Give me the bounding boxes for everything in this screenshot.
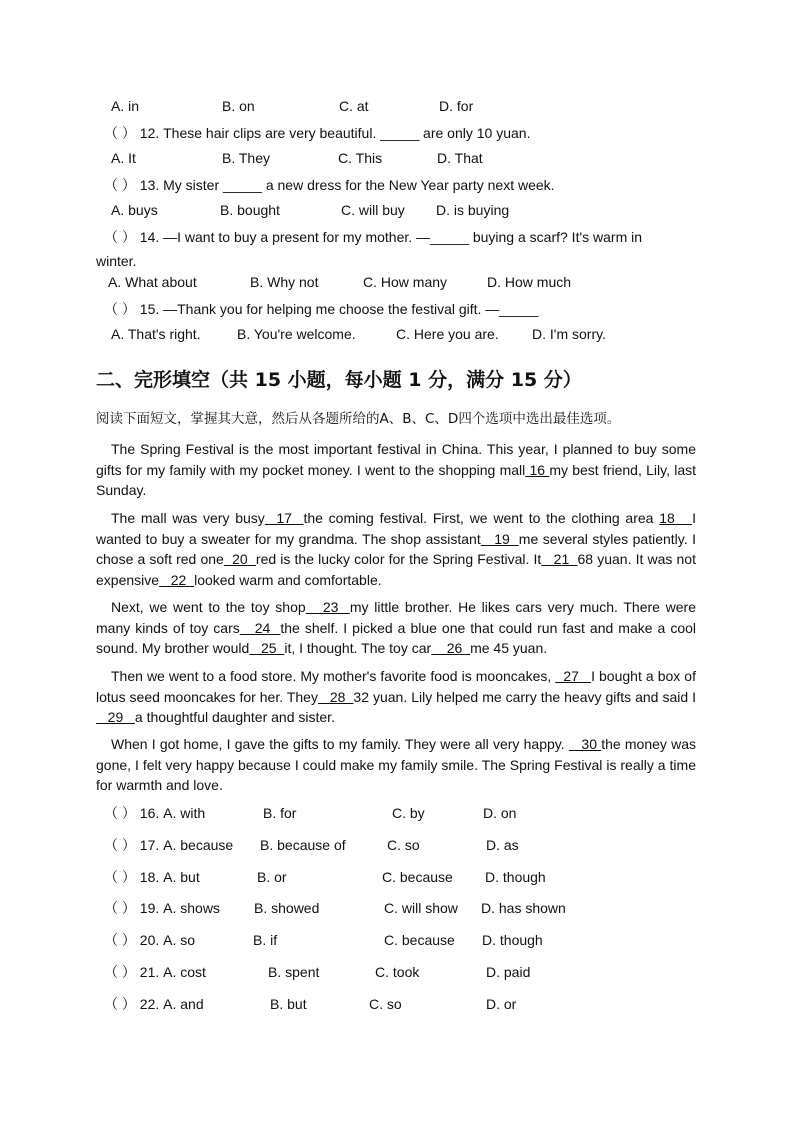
answer-bracket: （ ） xyxy=(104,229,136,245)
q16-row: （ ） 16. A. with xyxy=(104,805,206,821)
q13-option-b: B. bought xyxy=(220,202,280,218)
q16-option-d: D. on xyxy=(483,805,517,821)
blank-23: 23 xyxy=(305,599,350,615)
q15-text: 15. —Thank you for helping me choose the festival gift. —_____ xyxy=(139,301,539,317)
q14-question xyxy=(104,228,642,246)
passage-paragraph-2: The mall was very busy 17 the coming festival. First, we went to the clothing area 18 I wanted to buy a sweater for my grandma. The shop assistant 19 me several styles patiently. I chose a soft red one 20 red is the lucky color for the Spring Festival. It 21 68 yuan. It was not expensive 22 looked warm and comfortable. xyxy=(96,510,696,588)
q15-question xyxy=(104,300,538,318)
q18-option-b: B. or xyxy=(257,869,287,885)
q12-text: 12. These hair clips are very beautiful. _____ are only 10 yuan. xyxy=(139,125,531,141)
q22-number-option-a: 22. A. and xyxy=(139,996,204,1012)
blank-25: 25 xyxy=(249,640,285,656)
answer-bracket: （ ） xyxy=(104,301,136,317)
q17-option-b: B. because of xyxy=(260,837,346,853)
q14-option-d: D. How much xyxy=(487,274,572,290)
passage-paragraph-1: The Spring Festival is the most important festival in China. This year, I planned to buy some gifts for my family with my pocket money. I went to the shopping mall 16 my best friend, Lily, last Sunday. xyxy=(96,441,696,498)
q13-text: 13. My sister _____ a new dress for the New Year party next week. xyxy=(139,177,555,193)
answer-bracket: （ ） xyxy=(104,177,136,193)
q19-row: （ ） 19. A. shows xyxy=(104,900,220,916)
q12-question xyxy=(104,124,530,142)
q11-option-c: C. at xyxy=(339,98,369,114)
q18-row: （ ） 18. A. but xyxy=(104,869,200,885)
q13-option-d: D. is buying xyxy=(436,202,510,218)
q21-option-c: C. took xyxy=(375,964,420,980)
blank-16: 16 xyxy=(525,461,550,478)
q14-option-c: C. How many xyxy=(363,274,448,290)
q18-option-c: C. because xyxy=(382,869,453,885)
q22-option-d: D. or xyxy=(486,996,517,1012)
q14-option-b: B. Why not xyxy=(250,274,319,290)
q15-option-c: C. Here you are. xyxy=(396,326,499,342)
q21-number-option-a: 21. A. cost xyxy=(139,964,206,980)
q16-option-c: C. by xyxy=(392,805,425,821)
blank-28: 28 xyxy=(317,688,354,705)
q18-number-option-a: 18. A. but xyxy=(139,869,200,885)
passage-paragraph-4: Then we went to a food store. My mother's favorite food is mooncakes, 27 I bought a box of lotus seed mooncakes for her. They 28 32 yuan. Lily helped me carry the heavy gifts and said I 29 a thoughtful daughter and sister. xyxy=(96,668,696,725)
q17-option-c: C. so xyxy=(387,837,420,853)
q19-number-option-a: 19. A. shows xyxy=(139,900,220,916)
section-instructions: 阅读下面短文，掌握其大意，然后从各题所给的A、B、C、D四个选项中选出最佳选项。 xyxy=(96,411,621,427)
q20-row: （ ） 20. A. so xyxy=(104,932,196,948)
q15-option-b: B. You're welcome. xyxy=(237,326,356,342)
q15-option-d: D. I'm sorry. xyxy=(532,326,606,342)
q13-option-c: C. will buy xyxy=(341,202,405,218)
blank-24: 24 xyxy=(239,619,281,636)
q20-option-d: D. though xyxy=(482,932,543,948)
q13-option-a: A. buys xyxy=(111,202,158,218)
q12-option-d: D. That xyxy=(437,150,483,166)
q19-option-b: B. showed xyxy=(254,900,320,916)
q14-text: 14. —I want to buy a present for my mother. —_____ buying a scarf? It's warm in xyxy=(139,229,643,245)
q12-option-b: B. They xyxy=(222,150,270,166)
q21-option-b: B. spent xyxy=(268,964,320,980)
blank-18: 18 xyxy=(659,510,693,526)
q11-option-b: B. on xyxy=(222,98,255,114)
blank-17: 17 xyxy=(264,510,304,526)
q20-option-c: C. because xyxy=(384,932,455,948)
q17-number-option-a: 17. A. because xyxy=(139,837,234,853)
q20-option-b: B. if xyxy=(253,932,278,948)
q21-option-d: D. paid xyxy=(486,964,531,980)
q17-row: （ ） 17. A. because xyxy=(104,837,234,853)
q14-text-continued: winter. xyxy=(96,253,137,269)
q19-option-c: C. will show xyxy=(384,900,458,916)
q18-option-d: D. though xyxy=(485,869,546,885)
passage-paragraph-5: When I got home, I gave the gifts to my family. They were all very happy. 30 the money was gone, I felt very happy because I could make my family smile. The Spring Festival is really a time for warmth and love. xyxy=(96,736,696,793)
q11-option-d: D. for xyxy=(439,98,474,114)
q20-number-option-a: 20. A. so xyxy=(139,932,196,948)
q19-option-d: D. has shown xyxy=(481,900,566,916)
passage-paragraph-3: Next, we went to the toy shop 23 my little brother. He likes cars very much. There were many kinds of toy cars 24 the shelf. I picked a blue one that could run fast and make a cool sound. My brother would 25 it, I thought. The toy car 26 me 45 yuan. xyxy=(96,599,696,656)
q14-option-a: A. What about xyxy=(108,274,197,290)
blank-19: 19 xyxy=(480,530,519,547)
q22-option-b: B. but xyxy=(270,996,307,1012)
blank-27: 27 xyxy=(555,668,592,684)
q13-question xyxy=(104,176,555,194)
blank-21: 21 xyxy=(541,551,578,567)
q15-option-a: A. That's right. xyxy=(111,326,201,342)
section-title: 二、完形填空（共 15 小题，每小题 1 分，满分 15 分） xyxy=(96,369,582,391)
blank-20: 20 xyxy=(223,551,256,567)
blank-22: 22 xyxy=(159,571,195,588)
q12-option-a: A. It xyxy=(111,150,136,166)
q12-option-c: C. This xyxy=(338,150,383,166)
answer-bracket: （ ） xyxy=(104,125,136,141)
q22-row: （ ） 22. A. and xyxy=(104,996,204,1012)
blank-29: 29 xyxy=(96,709,135,725)
q16-number-option-a: 16. A. with xyxy=(139,805,206,821)
q22-option-c: C. so xyxy=(369,996,402,1012)
q11-option-a: A. in xyxy=(111,98,140,114)
blank-30: 30 xyxy=(568,736,602,752)
q21-row: （ ） 21. A. cost xyxy=(104,964,206,980)
q16-option-b: B. for xyxy=(263,805,297,821)
q17-option-d: D. as xyxy=(486,837,519,853)
blank-26: 26 xyxy=(431,640,471,656)
